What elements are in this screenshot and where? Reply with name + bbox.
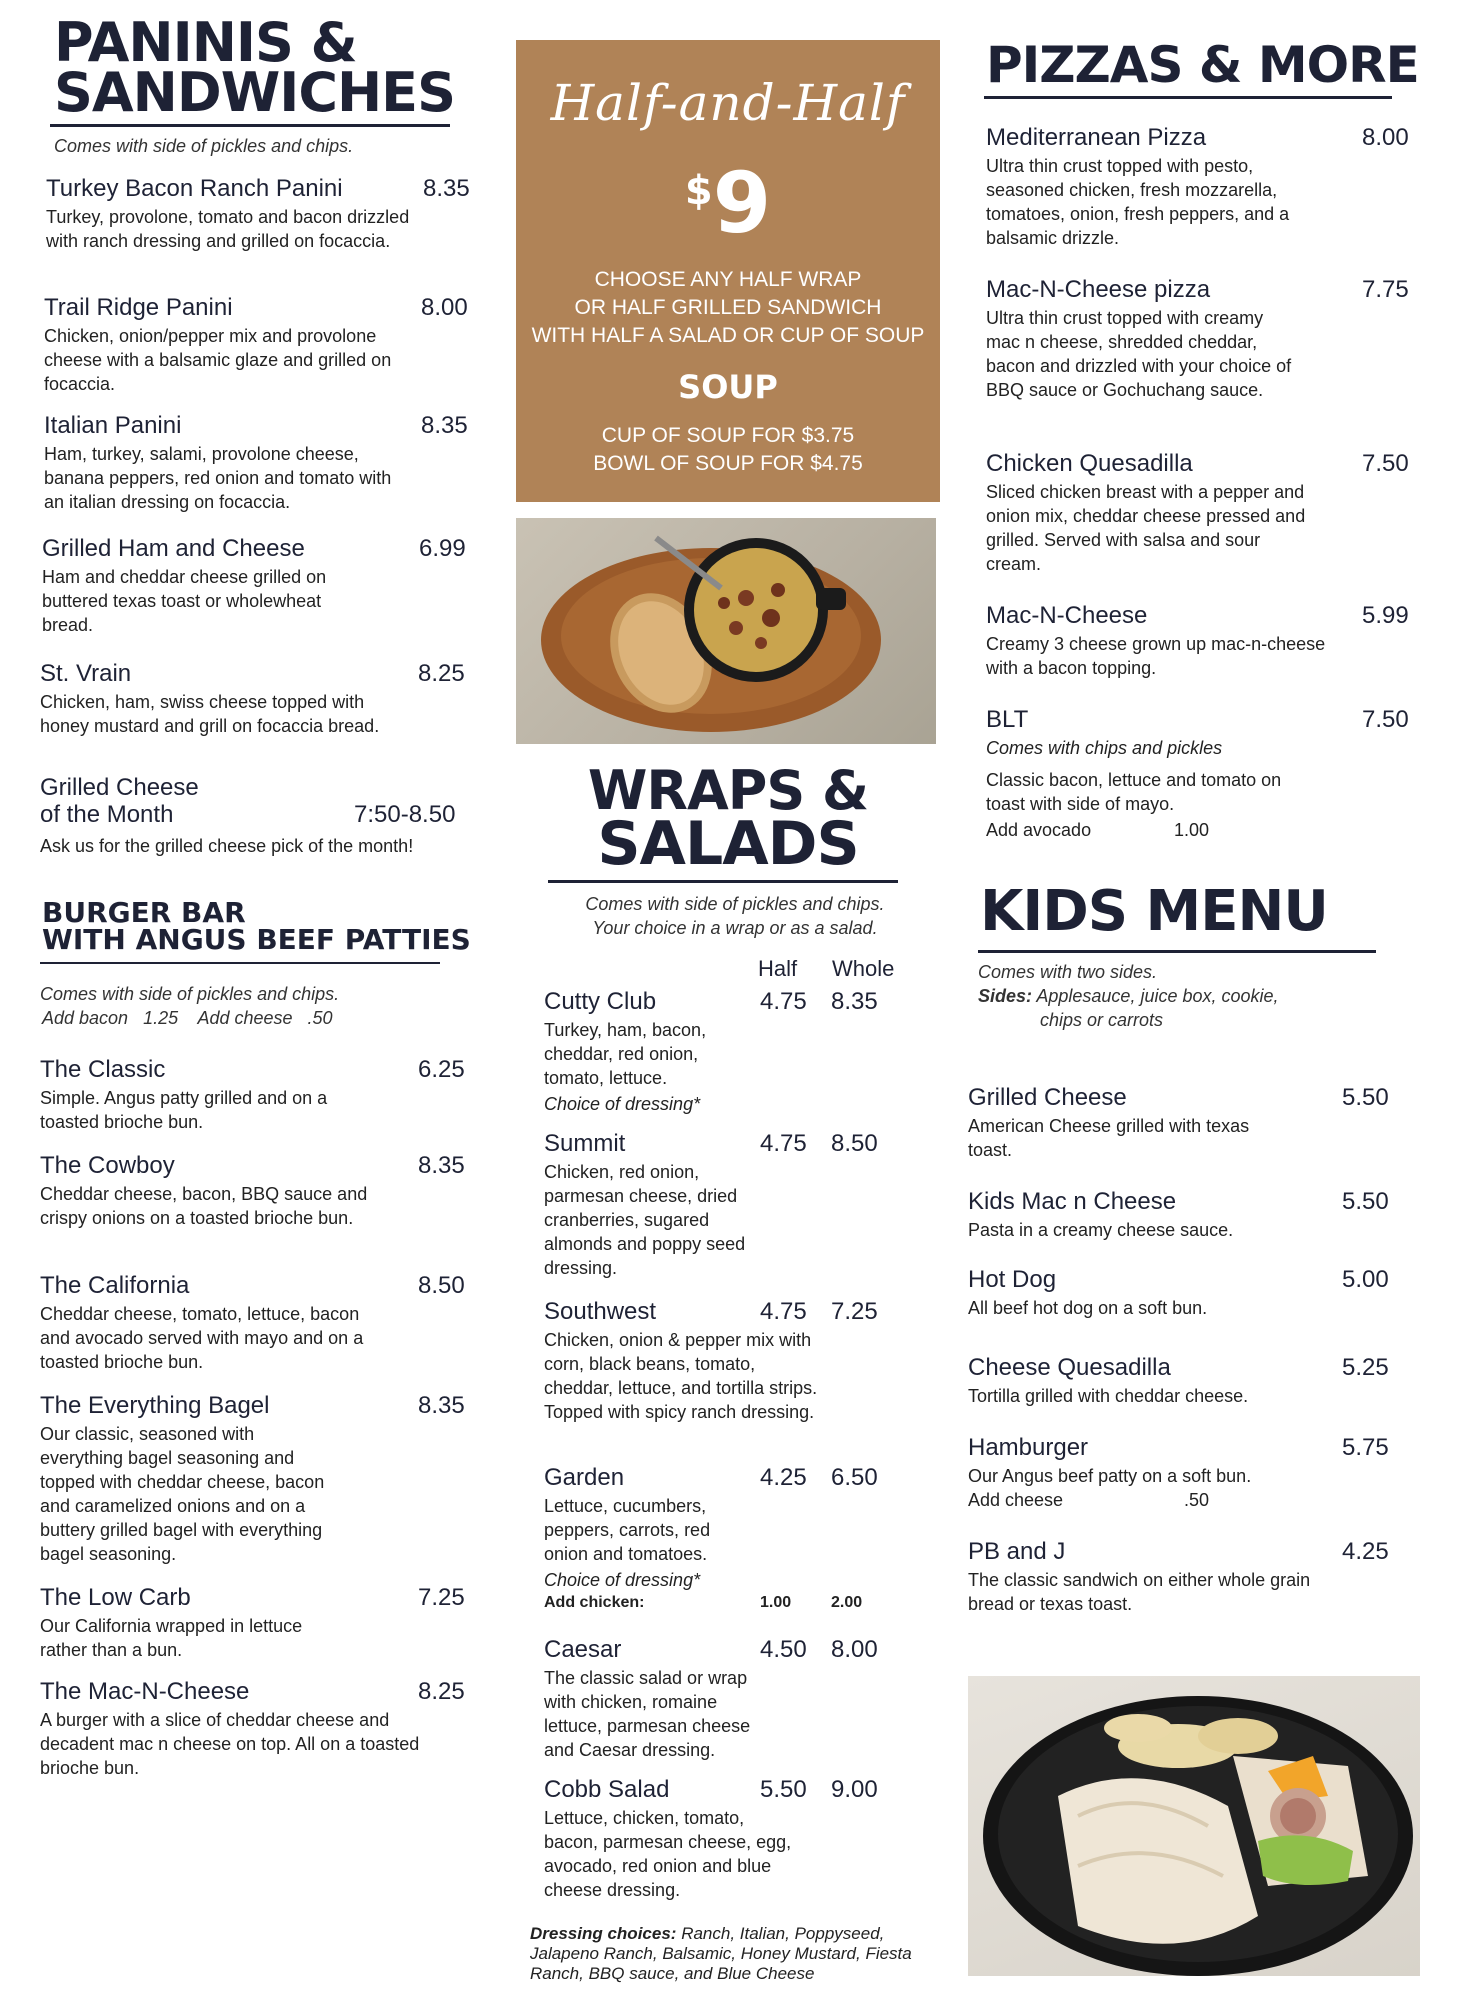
- burger-item: [40, 1584, 480, 1662]
- item-name: Cheese Quesadilla: [968, 1354, 1171, 1381]
- promo-line2: OR HALF GRILLED SANDWICH: [574, 296, 882, 319]
- add-chicken-row: [544, 1594, 904, 1618]
- wrap-item: [544, 1298, 904, 1424]
- wraps-notes: [520, 892, 950, 940]
- dressing-text: Ranch, Italian, Poppyseed, Jalapeno Ranch, Balsamic, Honey Mustard, Fiesta Ranch, BBQ sauce, and Blue Cheese: [530, 1924, 912, 1983]
- item-name: Mac-N-Cheese: [986, 602, 1148, 629]
- burger-note2: Add bacon 1.25 Add cheese .50: [42, 1008, 333, 1028]
- dressing-label: Dressing choices:: [530, 1924, 677, 1943]
- burger-notes: [40, 982, 339, 1030]
- add-chicken-whole: 2.00: [831, 1594, 863, 1611]
- pizza-item: [986, 602, 1416, 680]
- col-half-header: Half: [758, 956, 798, 981]
- kids-title: KIDS MENU: [980, 879, 1328, 944]
- blt-add-price: 1.00: [1174, 820, 1210, 840]
- item-price-half: 5.50: [760, 1776, 807, 1803]
- item-name: Kids Mac n Cheese: [968, 1188, 1177, 1215]
- item-desc: Lettuce, cucumbers, peppers, carrots, red onion and tomatoes.: [544, 1496, 711, 1564]
- panini-item: [44, 294, 474, 396]
- hamburger-add-row: [968, 1488, 1398, 1512]
- item-name: The Everything Bagel: [40, 1392, 270, 1419]
- wrap-photo: [968, 1676, 1420, 1976]
- item-price: 7.25: [418, 1584, 465, 1611]
- wrap-photo-illustration: [968, 1676, 1420, 1976]
- soup-photo: [516, 518, 936, 744]
- item-price: 5.50: [1342, 1084, 1389, 1111]
- item-name: BLT: [986, 706, 1029, 733]
- item-desc: Chicken, onion & pepper mix with corn, black beans, tomato, cheddar, lettuce, and tortilla strips. Topped with spicy ranch dressing.: [544, 1330, 818, 1422]
- item-desc: Turkey, ham, bacon, cheddar, red onion, tomato, lettuce.: [544, 1020, 707, 1088]
- item-price-whole: 7.25: [831, 1298, 878, 1325]
- paninis-title: [54, 11, 455, 124]
- hamburger-add-label: Add cheese: [968, 1490, 1064, 1510]
- item-price: 8.00: [421, 294, 468, 321]
- item-price: 8.35: [418, 1152, 465, 1179]
- item-name: Chicken Quesadilla: [986, 450, 1193, 477]
- item-name-line2: of the Month: [40, 801, 174, 828]
- burger-item: [40, 1678, 480, 1780]
- kids-item: [968, 1354, 1398, 1408]
- soup-bowl: BOWL OF SOUP FOR $4.75: [593, 452, 863, 475]
- kids-item: [968, 1266, 1398, 1320]
- item-name: Summit: [544, 1130, 626, 1157]
- item-extra: Choice of dressing*: [544, 1094, 701, 1114]
- promo-soup-title: SOUP: [678, 368, 778, 406]
- item-price: 4.25: [1342, 1538, 1389, 1565]
- wraps-title-line1: WRAPS &: [587, 759, 869, 822]
- grilled-cheese-month: [40, 774, 480, 858]
- kids-item: [968, 1188, 1398, 1242]
- promo-script-title: Half-and-Half: [550, 74, 906, 132]
- item-name: The Mac-N-Cheese: [40, 1678, 250, 1705]
- item-name: Turkey Bacon Ranch Panini: [46, 175, 343, 202]
- item-desc: The classic salad or wrap with chicken, romaine lettuce, parmesan cheese and Caesar dressing.: [544, 1668, 751, 1760]
- burger-item: [40, 1392, 480, 1566]
- blt-add-label: Add avocado: [986, 820, 1092, 840]
- item-price: 6.25: [418, 1056, 465, 1083]
- item-price: 5.25: [1342, 1354, 1389, 1381]
- burger-item: [40, 1272, 480, 1374]
- wraps-title: [548, 759, 908, 879]
- item-name: The Cowboy: [40, 1152, 175, 1179]
- item-price: 7.75: [1362, 276, 1409, 303]
- item-name: Southwest: [544, 1298, 657, 1325]
- paninis-title-line1: PANINIS &: [54, 11, 357, 74]
- item-desc: Chicken, ham, swiss cheese topped with honey mustard and grill on focaccia bread.: [40, 692, 380, 736]
- dressing-choices: [530, 1924, 930, 1984]
- item-name: Hamburger: [968, 1434, 1089, 1461]
- item-desc: Ham, turkey, salami, provolone cheese, banana peppers, red onion and tomato with an italian dressing on focaccia.: [44, 444, 392, 512]
- hamburger-add-price: .50: [1184, 1490, 1210, 1510]
- item-desc: Cheddar cheese, bacon, BBQ sauce and crispy onions on a toasted brioche bun.: [40, 1184, 368, 1228]
- item-price: 8.50: [418, 1272, 465, 1299]
- soup-cup: CUP OF SOUP FOR $3.75: [601, 424, 855, 447]
- burger-rule: [40, 962, 440, 964]
- item-desc: The classic sandwich on either whole grain bread or texas toast.: [968, 1570, 1311, 1614]
- blt-item: [986, 706, 1416, 842]
- item-name: Italian Panini: [44, 412, 182, 439]
- panini-item: [42, 535, 472, 637]
- promo-description: [516, 266, 940, 350]
- item-price-half: 4.75: [760, 988, 807, 1015]
- item-desc: Pasta in a creamy cheese sauce.: [968, 1220, 1234, 1240]
- item-desc: Turkey, provolone, tomato and bacon drizzled with ranch dressing and grilled on focaccia.: [46, 207, 410, 251]
- item-price: 7.50: [1362, 450, 1409, 477]
- promo-line1: CHOOSE ANY HALF WRAP: [594, 268, 862, 291]
- item-desc: Classic bacon, lettuce and tomato on toast with side of mayo.: [986, 770, 1282, 814]
- item-desc: Cheddar cheese, tomato, lettuce, bacon and avocado served with mayo and on a toasted brioche bun.: [40, 1304, 364, 1372]
- kids-rule: [978, 950, 1376, 953]
- promo-line3: WITH HALF A SALAD OR CUP OF SOUP: [531, 324, 925, 347]
- burger-item: [40, 1056, 480, 1134]
- promo-amount: 9: [712, 154, 772, 252]
- pizzas-title: PIZZAS & MORE: [986, 36, 1419, 94]
- wraps-title-line2: SALADS: [597, 809, 859, 879]
- burger-note1: Comes with side of pickles and chips.: [40, 984, 340, 1004]
- kids-item: [968, 1538, 1398, 1616]
- item-name: Mac-N-Cheese pizza: [986, 276, 1211, 303]
- item-desc: Creamy 3 cheese grown up mac-n-cheese with a bacon topping.: [986, 634, 1326, 678]
- item-desc: Chicken, red onion, parmesan cheese, dried cranberries, sugared almonds and poppy seed dressing.: [544, 1162, 746, 1278]
- wrap-item: [544, 1130, 904, 1280]
- item-price-whole: 9.00: [831, 1776, 878, 1803]
- item-price: 8.25: [418, 1678, 465, 1705]
- wrap-item: [544, 1776, 904, 1902]
- item-price-whole: 8.35: [831, 988, 878, 1015]
- item-desc: Ham and cheddar cheese grilled on buttered texas toast or wholewheat bread.: [42, 567, 327, 635]
- item-price: 5.99: [1362, 602, 1409, 629]
- item-price: 5.75: [1342, 1434, 1389, 1461]
- item-name: The California: [40, 1272, 190, 1299]
- wrap-item: [544, 1636, 904, 1762]
- item-price-half: 4.75: [760, 1298, 807, 1325]
- wrap-item: [544, 1464, 904, 1618]
- item-name: Caesar: [544, 1636, 622, 1663]
- item-desc: Lettuce, chicken, tomato, bacon, parmesan cheese, egg, avocado, red onion and blue cheese dressing.: [544, 1808, 792, 1900]
- item-desc: Our California wrapped in lettuce rather than a bun.: [40, 1616, 303, 1660]
- wraps-note1: Comes with side of pickles and chips.: [585, 894, 885, 914]
- item-price: 5.50: [1342, 1188, 1389, 1215]
- item-name: Grilled Ham and Cheese: [42, 535, 305, 562]
- item-price: 8.35: [423, 175, 470, 202]
- kids-sides: [978, 984, 1279, 1008]
- item-desc: Our Angus beef patty on a soft bun.: [968, 1466, 1252, 1486]
- paninis-title-line2: SANDWICHES: [54, 61, 455, 124]
- item-name: PB and J: [968, 1538, 1066, 1565]
- col-whole-header: Whole: [832, 956, 895, 981]
- kids-sides-label: Sides:: [978, 986, 1033, 1006]
- kids-notes: [978, 960, 1279, 1032]
- half-and-half-promo: [516, 40, 940, 502]
- item-price-whole: 8.00: [831, 1636, 878, 1663]
- item-desc: Ask us for the grilled cheese pick of the month!: [40, 836, 414, 856]
- item-name: St. Vrain: [40, 660, 132, 687]
- item-extra: Choice of dressing*: [544, 1570, 701, 1590]
- kids-note: Comes with two sides.: [978, 962, 1158, 982]
- paninis-rule: [50, 124, 450, 127]
- wrap-item: [544, 988, 904, 1116]
- item-price: 8.35: [421, 412, 468, 439]
- item-price: 8.00: [1362, 124, 1409, 151]
- item-price: 6.99: [419, 535, 466, 562]
- kids-item: [968, 1084, 1398, 1162]
- pizzas-rule: [984, 96, 1392, 99]
- item-name: Cutty Club: [544, 988, 657, 1015]
- item-name: The Low Carb: [40, 1584, 191, 1611]
- item-desc: Simple. Angus patty grilled and on a toasted brioche bun.: [40, 1088, 328, 1132]
- item-price: 8.25: [418, 660, 465, 687]
- item-price: 7.50: [1362, 706, 1409, 733]
- item-note: Comes with chips and pickles: [986, 738, 1223, 758]
- wraps-rule: [548, 880, 898, 883]
- item-price: 5.00: [1342, 1266, 1389, 1293]
- burger-title-line1: BURGER BAR: [42, 896, 246, 929]
- panini-item: [40, 660, 470, 738]
- item-name: Garden: [544, 1464, 625, 1491]
- promo-price: [516, 154, 940, 252]
- item-name: Grilled Cheese: [968, 1084, 1127, 1111]
- paninis-note: Comes with side of pickles and chips.: [54, 136, 354, 156]
- item-price-half: 4.75: [760, 1130, 807, 1157]
- item-desc: Our classic, seasoned with everything bagel seasoning and topped with cheddar cheese, bacon and caramelized onions and on a buttery grilled bagel with everything bagel seasoning.: [40, 1424, 325, 1564]
- burger-title-line2: WITH ANGUS BEEF PATTIES: [42, 923, 471, 956]
- add-chicken-half: 1.00: [760, 1594, 792, 1611]
- kids-sides-text2: chips or carrots: [1040, 1010, 1164, 1030]
- burger-title: [42, 896, 471, 956]
- item-desc: All beef hot dog on a soft bun.: [968, 1298, 1208, 1318]
- wraps-note2: Your choice in a wrap or as a salad.: [592, 918, 878, 938]
- item-price-half: 4.25: [760, 1464, 807, 1491]
- item-desc: A burger with a slice of cheddar cheese and decadent mac n cheese on top. All on a toasted brioche bun.: [40, 1710, 420, 1778]
- kids-item: [968, 1434, 1398, 1512]
- item-name: Mediterranean Pizza: [986, 124, 1207, 151]
- burger-item: [40, 1152, 480, 1230]
- item-desc: Ultra thin crust topped with creamy mac n cheese, shredded cheddar, bacon and drizzled with your choice of BBQ sauce or Gochuchang sauce.: [986, 308, 1292, 400]
- item-desc: Ultra thin crust topped with pesto, seasoned chicken, fresh mozzarella, tomatoes, onion, fresh peppers, and a balsamic drizzle.: [986, 156, 1290, 248]
- item-name: Hot Dog: [968, 1266, 1057, 1293]
- item-desc: Sliced chicken breast with a pepper and onion mix, cheddar cheese pressed and grilled. Served with salsa and sour cream.: [986, 482, 1306, 574]
- item-price-half: 4.50: [760, 1636, 807, 1663]
- item-name: Trail Ridge Panini: [44, 294, 233, 321]
- soup-photo-illustration: [516, 518, 936, 744]
- pizza-item: [986, 450, 1416, 576]
- pizza-item: [986, 124, 1416, 250]
- blt-add-row: [986, 818, 1416, 842]
- panini-item: [46, 175, 476, 253]
- panini-item: [44, 412, 474, 514]
- item-price-whole: 6.50: [831, 1464, 878, 1491]
- item-desc: Chicken, onion/pepper mix and provolone cheese with a balsamic glaze and grilled on focaccia.: [44, 326, 392, 394]
- add-chicken-label: Add chicken:: [544, 1594, 645, 1611]
- promo-currency: $: [684, 168, 713, 214]
- pizza-item: [986, 276, 1416, 402]
- item-desc: Tortilla grilled with cheddar cheese.: [968, 1386, 1249, 1406]
- item-desc: American Cheese grilled with texas toast.: [968, 1116, 1250, 1160]
- item-price: 8.35: [418, 1392, 465, 1419]
- item-name-line1: Grilled Cheese: [40, 774, 199, 801]
- item-price-whole: 8.50: [831, 1130, 878, 1157]
- item-name: The Classic: [40, 1056, 166, 1083]
- item-name: Cobb Salad: [544, 1776, 670, 1803]
- item-price: 7:50-8.50: [354, 801, 456, 828]
- kids-sides-text: Applesauce, juice box, cookie,: [1036, 986, 1279, 1006]
- promo-soup-prices: [516, 422, 940, 478]
